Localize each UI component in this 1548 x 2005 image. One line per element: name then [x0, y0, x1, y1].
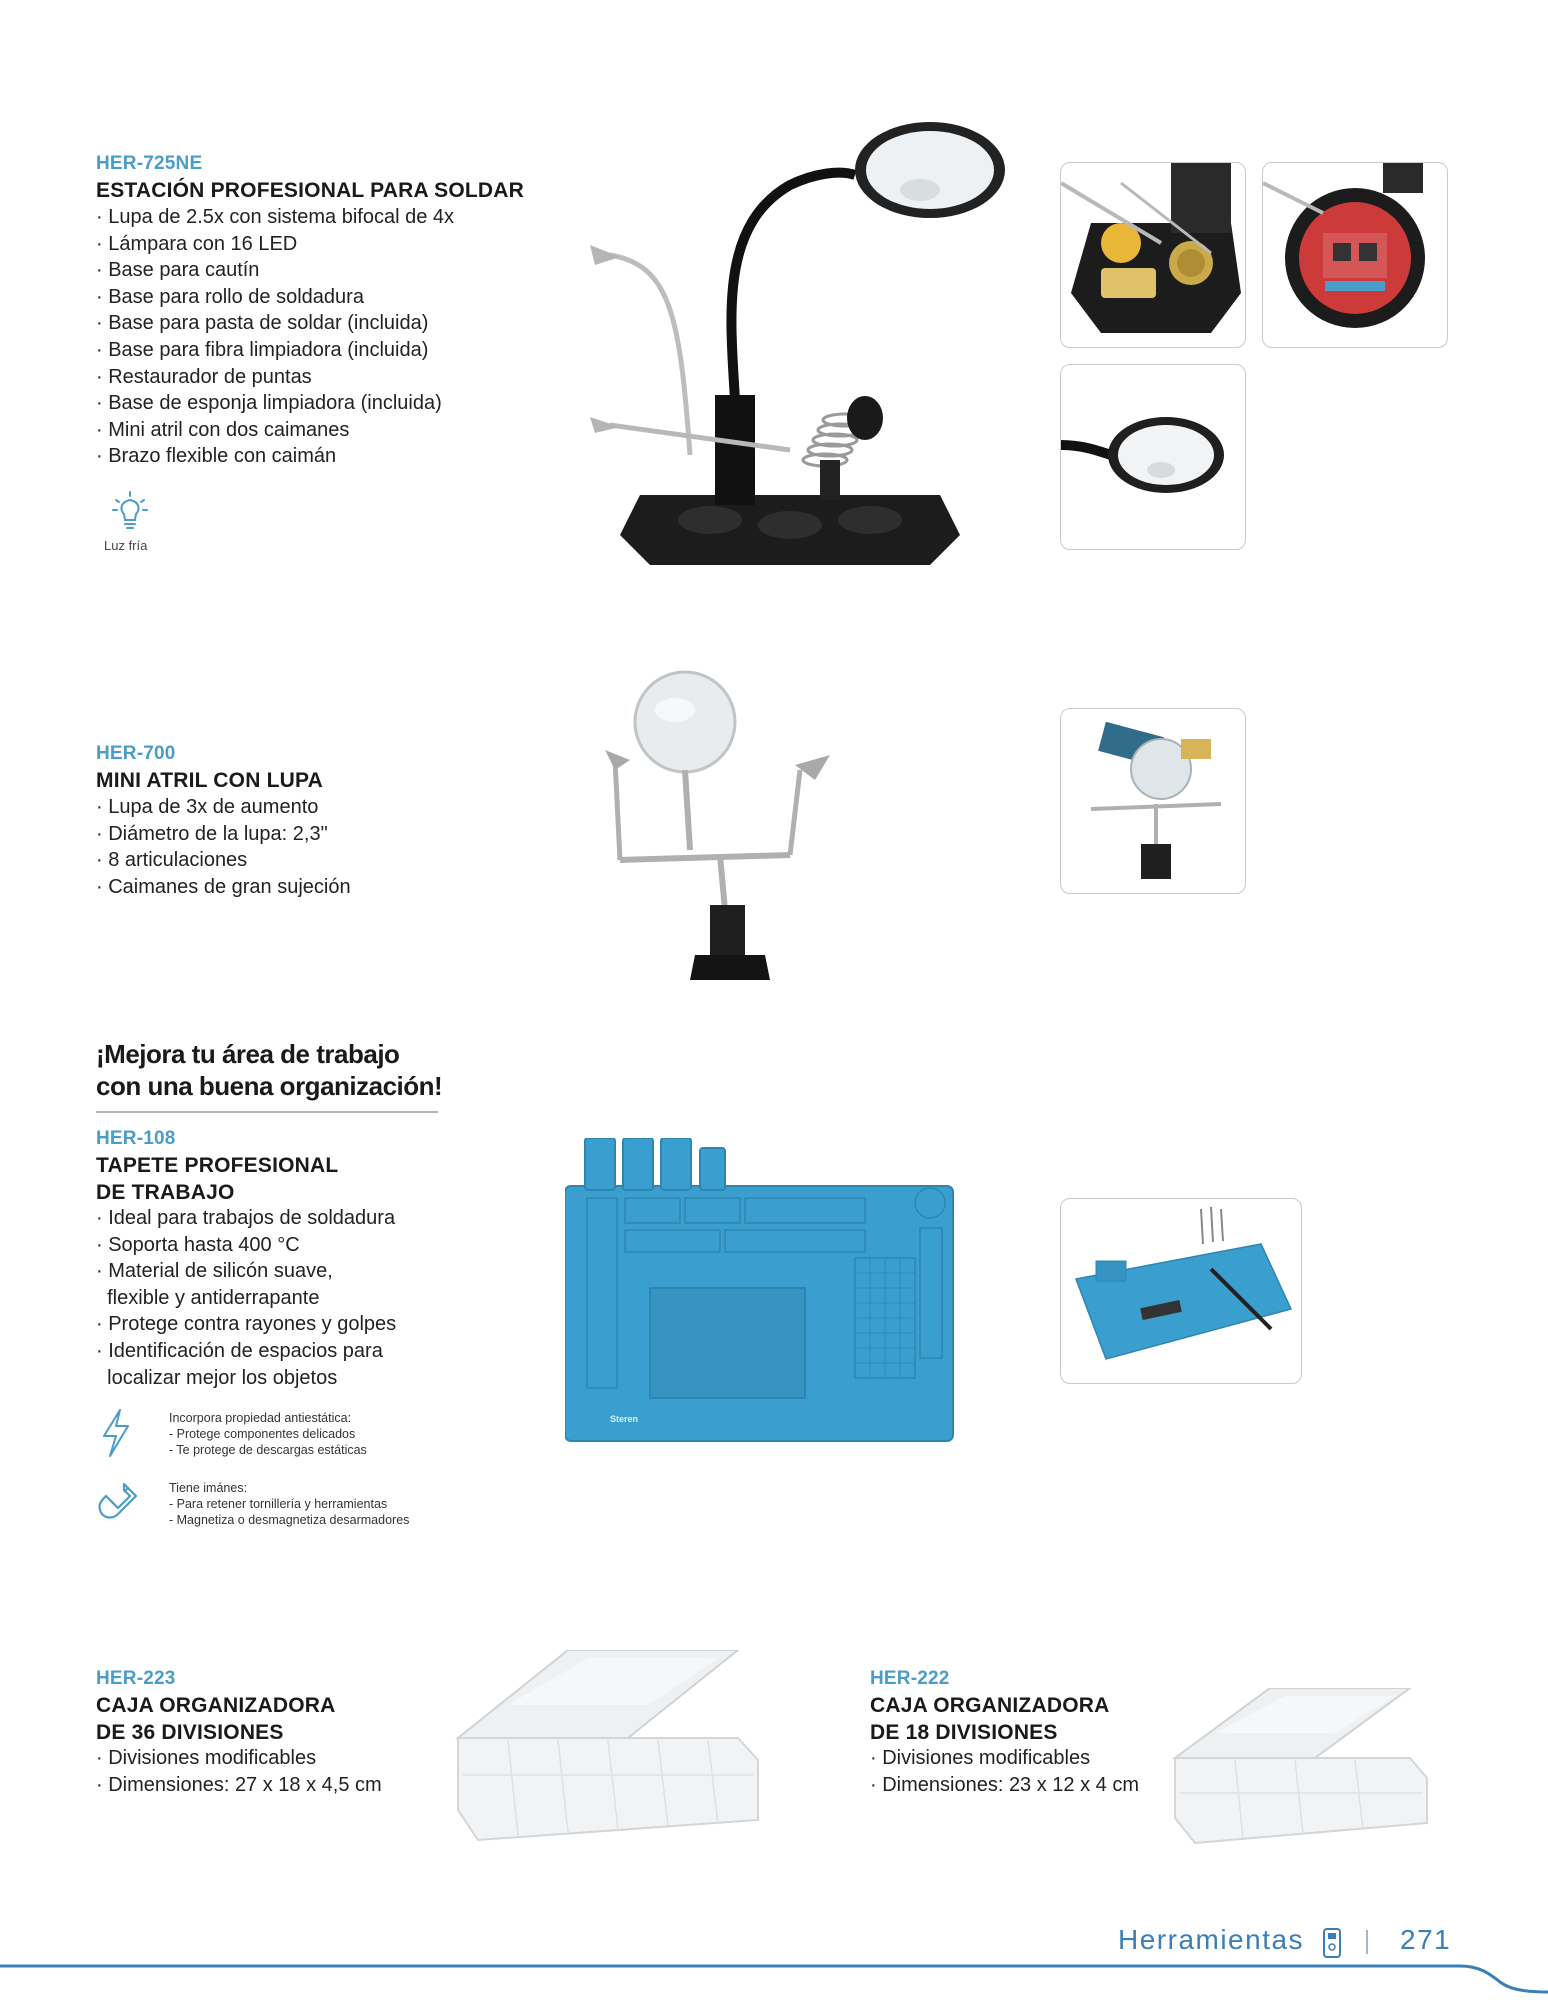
product-title-her223: [96, 1692, 335, 1746]
promo-line2: con una buena organización!: [96, 1071, 443, 1101]
badge-label: Luz fría: [104, 538, 148, 553]
feature-item: · Base para pasta de soldar (incluida): [96, 310, 454, 337]
feature-item: · Identificación de espacios para: [96, 1338, 396, 1365]
lightbulb-icon: [110, 490, 150, 534]
feature-item: · Base para rollo de soldadura: [96, 284, 454, 311]
promo-divider: [96, 1111, 438, 1113]
feature-item: · Mini atril con dos caimanes: [96, 417, 454, 444]
feature-item: · Dimensiones: 23 x 12 x 4 cm: [870, 1772, 1139, 1799]
antistatic-info: [169, 1410, 367, 1458]
product-code-her700: HER-700: [96, 743, 176, 764]
product-title-her222: [870, 1692, 1109, 1746]
title-line: DE 18 DIVISIONES: [870, 1721, 1058, 1744]
page-number: 271: [1400, 1924, 1452, 1955]
magnets-item: - Para retener tornillería y herramientas: [169, 1497, 388, 1511]
feature-item: · Base de esponja limpiadora (incluida): [96, 390, 454, 417]
feature-item: · Base para cautín: [96, 257, 454, 284]
magnets-info: [169, 1480, 409, 1528]
title-line: DE TRABAJO: [96, 1181, 235, 1204]
feature-item: · Soporta hasta 400 °C: [96, 1232, 396, 1259]
thumbnail-mat-in-use: [1060, 1198, 1302, 1384]
feature-item: · Dimensiones: 27 x 18 x 4,5 cm: [96, 1772, 382, 1799]
feature-item: flexible y antiderrapante: [107, 1286, 320, 1309]
feature-item: · Diámetro de la lupa: 2,3": [96, 821, 351, 848]
thumbnail-lamp-led: [1060, 364, 1246, 550]
title-line: DE 36 DIVISIONES: [96, 1721, 284, 1744]
feature-item: · Base para fibra limpiadora (incluida): [96, 337, 454, 364]
mini-stand-magnifier-image: [600, 670, 900, 980]
antistatic-item: - Te protege de descargas estáticas: [169, 1443, 367, 1457]
product-code-her223: HER-223: [96, 1668, 176, 1689]
antistatic-heading: Incorpora propiedad antiestática:: [169, 1411, 352, 1425]
feature-item: · Restaurador de puntas: [96, 364, 454, 391]
product-code-her725ne: HER-725NE: [96, 153, 203, 174]
mat-brand-label: Steren: [610, 1414, 639, 1424]
feature-item: · Divisiones modificables: [870, 1745, 1139, 1772]
feature-item: · Lámpara con 16 LED: [96, 231, 454, 258]
feature-item: · Ideal para trabajos de soldadura: [96, 1205, 396, 1232]
magnets-heading: Tiene imánes:: [169, 1481, 248, 1495]
footer-section-label: Herramientas: [1118, 1924, 1305, 1955]
magnets-item: - Magnetiza o desmagnetiza desarmadores: [169, 1513, 410, 1527]
feature-item: · Divisiones modificables: [96, 1745, 382, 1772]
title-line: TAPETE PROFESIONAL: [96, 1154, 339, 1177]
title-line: CAJA ORGANIZADORA: [870, 1694, 1110, 1717]
product-code-her222: HER-222: [870, 1668, 950, 1689]
magnet-icon: [94, 1478, 142, 1526]
soldering-station-image: [590, 115, 1010, 575]
feature-item: · Brazo flexible con caimán: [96, 443, 454, 470]
footer-line: [0, 1962, 1548, 2000]
feature-item: · Caimanes de gran sujeción: [96, 874, 351, 901]
lightning-icon: [96, 1408, 136, 1458]
product-code-her108: HER-108: [96, 1128, 176, 1149]
organizer-box-18-image: [1165, 1688, 1435, 1848]
feature-item: localizar mejor los objetos: [107, 1366, 338, 1389]
thumbnail-station-closeup: [1060, 162, 1246, 348]
organizer-box-36-image: [448, 1650, 768, 1850]
promo-heading: [96, 1038, 442, 1102]
feature-item: · Lupa de 3x de aumento: [96, 794, 351, 821]
product-title-her700: MINI ATRIL CON LUPA: [96, 769, 324, 792]
feature-item: · 8 articulaciones: [96, 847, 351, 874]
feature-list-her222: [870, 1745, 1139, 1798]
tools-icon: [1322, 1927, 1342, 1959]
feature-item: · Protege contra rayones y golpes: [96, 1311, 396, 1338]
thumbnail-mini-stand-use: [1060, 708, 1246, 894]
feature-list-her700: [96, 794, 351, 900]
feature-list-her223: [96, 1745, 382, 1798]
feature-item: · Lupa de 2.5x con sistema bifocal de 4x: [96, 204, 454, 231]
product-title-her725ne: ESTACIÓN PROFESIONAL PARA SOLDAR: [96, 179, 524, 202]
silicone-mat-image: [565, 1138, 955, 1443]
feature-item: · Material de silicón suave,: [96, 1258, 396, 1285]
title-line: CAJA ORGANIZADORA: [96, 1694, 336, 1717]
product-title-her108: [96, 1152, 338, 1206]
feature-list-her108: [96, 1205, 396, 1391]
promo-line1: ¡Mejora tu área de trabajo: [96, 1039, 400, 1069]
footer-separator: [1366, 1930, 1368, 1954]
feature-list-her725ne: [96, 204, 454, 470]
antistatic-item: - Protege componentes delicados: [169, 1427, 356, 1441]
thumbnail-magnifier-pcb: [1262, 162, 1448, 348]
